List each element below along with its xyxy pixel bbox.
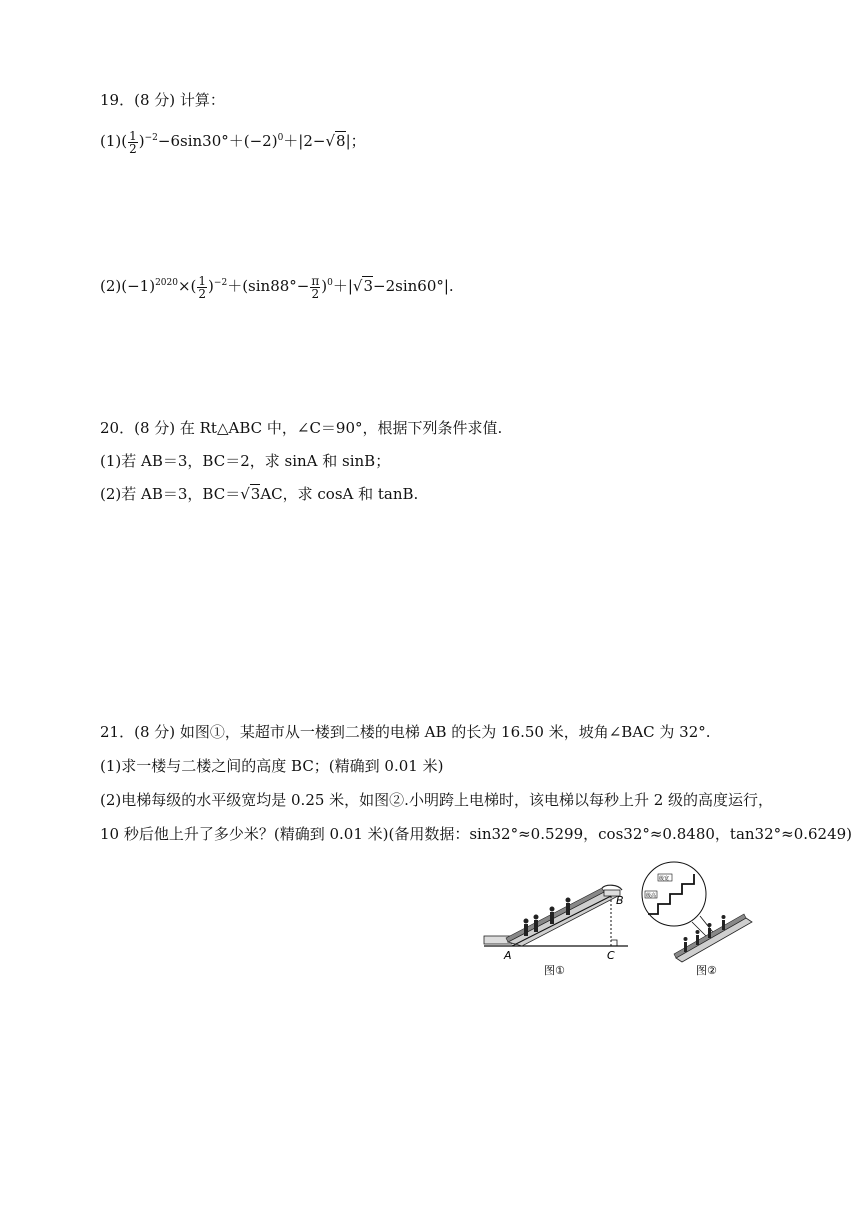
step-width-label: 级宽: [659, 876, 670, 882]
fraction: $\frac{1}{2}$: [198, 273, 207, 301]
fraction: $\frac{1}{2}$: [129, 128, 137, 156]
figure-1-caption: 图①: [544, 964, 565, 977]
square-root: √8: [325, 132, 346, 150]
q21-part1: (1)求一楼与二楼之间的高度 BC；(精确到 0.01 米): [100, 757, 444, 775]
label-c: C: [607, 949, 615, 962]
square-root: √3: [240, 485, 261, 503]
escalator-figures: [478, 858, 768, 983]
q19-part1: (1)( $\frac{1}{2}$ )$^{-2}-6\sin 30^\circ+(-2)^0+|2-√8|$；: [100, 128, 366, 156]
figure-2-step-detail: [642, 862, 752, 977]
q19-part2: $(2)(-1)^{2020}\times$( $\frac{1}{2}$ )$^{-2}$＋(sin88°− $\frac{\pi}{2}$ )$^0$＋|√3−2sin60°|.: [100, 273, 454, 301]
fraction: $\frac{\pi}{2}$: [311, 273, 320, 301]
q20-part1: (1)若 AB＝3，BC＝2，求 sinA 和 sinB；: [100, 452, 391, 470]
q21-part2: (2)电梯每级的水平级宽均是 0.25 米，如图②.小明跨上电梯时，该电梯以每秒上升 2 级的高度运行，: [100, 791, 774, 809]
q20-header: 20．(8 分) 在 Rt△ABC 中，∠C＝90°，根据下列条件求值.: [100, 419, 503, 437]
label-a: A: [504, 949, 512, 962]
q20-part2: (2)若 AB＝3，BC＝√3AC，求 cosA 和 tanB.: [100, 485, 419, 503]
label-b: B: [616, 894, 624, 907]
square-root: √3: [352, 277, 374, 295]
step-height-label: 级高: [646, 893, 657, 899]
q19-header: 19．(8 分) 计算：: [100, 91, 225, 109]
figure-1-escalator-diagram: [484, 885, 628, 977]
q21-header: 21．(8 分) 如图①，某超市从一楼到二楼的电梯 AB 的长为 16.50 米，坡角∠BAC 为 32°.: [100, 723, 711, 741]
figure-2-caption: 图②: [696, 964, 717, 977]
q21-part3: 10 秒后他上升了多少米？(精确到 0.01 米)(备用数据：sin32°≈0.5299，cos32°≈0.8480，tan32°≈0.6249): [100, 825, 853, 843]
